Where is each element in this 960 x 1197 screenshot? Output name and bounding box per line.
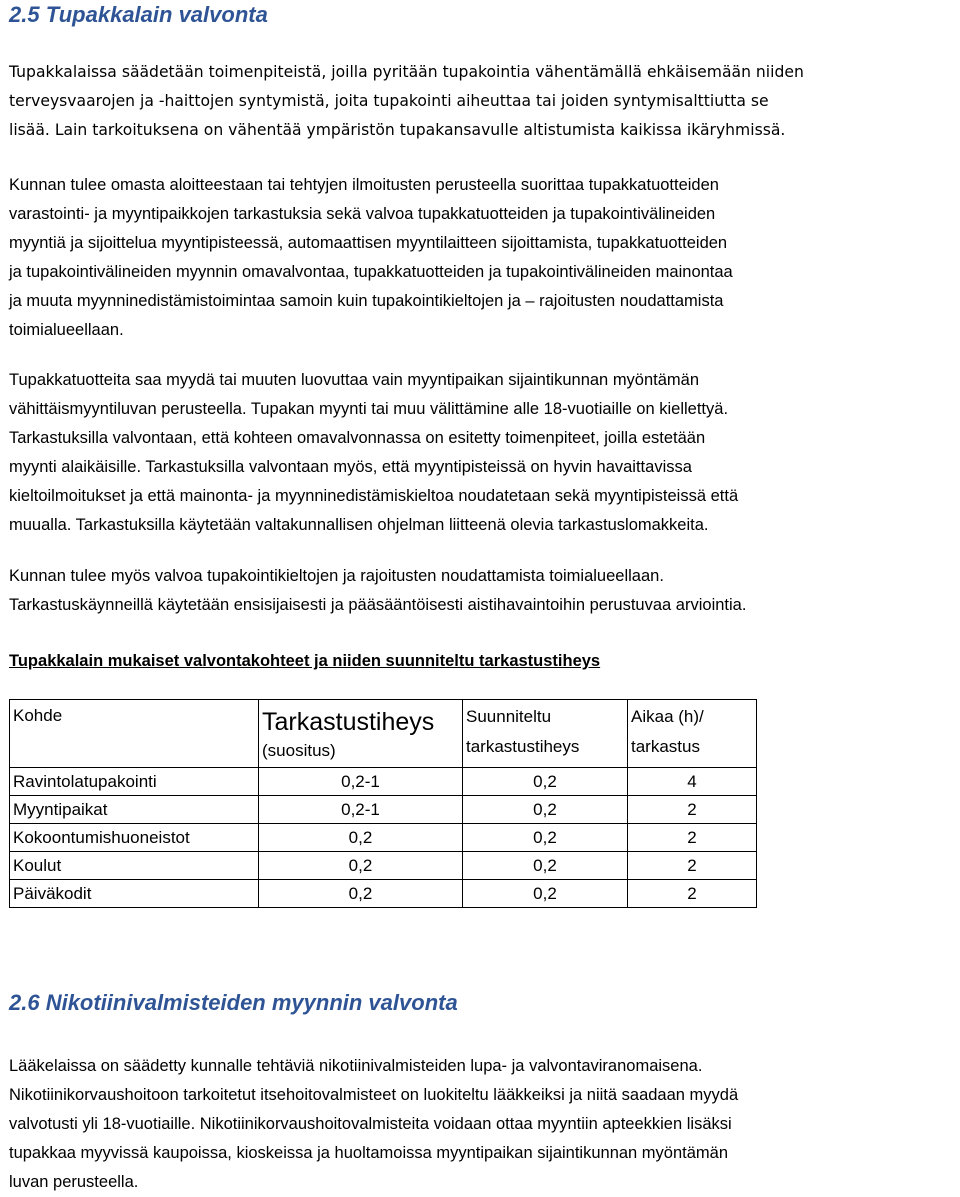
text-line: ja tupakointivälineiden myynnin omavalvontaa, tupakkatuotteiden ja tupakointivälineiden mainontaa [9, 263, 733, 281]
header-kohde [10, 700, 259, 768]
cell-suunniteltu: 0,2 [463, 768, 628, 796]
cell-kohde: Koulut [10, 852, 259, 880]
cell-aikaa: 2 [628, 852, 757, 880]
text-line: terveysvaarojen ja -haittojen syntymistä, joita tupakointi aiheuttaa tai joiden syntymisalttiutta se [9, 92, 769, 110]
cell-tiheys: 0,2-1 [259, 796, 463, 824]
cell-tiheys: 0,2 [259, 824, 463, 852]
header-aikaa-line1: Aikaa (h)/ [631, 707, 704, 726]
paragraph-intro [9, 58, 957, 145]
text-line: myynti alaikäisille. Tarkastuksilla valvontaan myös, että myyntipisteissä on hyvin havaittavissa [9, 458, 692, 476]
cell-aikaa: 2 [628, 796, 757, 824]
inspection-frequency-table [9, 699, 757, 908]
header-suunniteltu-line2: tarkastustiheys [466, 737, 580, 756]
paragraph-sales-license [9, 366, 957, 540]
header-suunniteltu [463, 700, 628, 768]
table-row [10, 852, 757, 880]
section-heading-2-6: 2.6 Nikotiinivalmisteiden myynnin valvonta [9, 990, 458, 1015]
text-line: Nikotiinikorvaushoitoon tarkoitetut itsehoitovalmisteet on luokiteltu lääkkeiksi ja niitä saadaan myydä [9, 1086, 739, 1104]
header-tarkastustiheys [259, 700, 463, 768]
header-tarkastustiheys-label: Tarkastustiheys [262, 708, 435, 736]
text-line: lisää. Lain tarkoituksena on vähentää ympäristön tupakansavulle altistumista kaikissa ikäryhmissä. [9, 121, 786, 139]
cell-tiheys: 0,2 [259, 880, 463, 908]
text-line: Lääkelaissa on säädetty kunnalle tehtäviä nikotiinivalmisteiden lupa- ja valvontaviranomaisena. [9, 1057, 703, 1075]
cell-kohde: Myyntipaikat [10, 796, 259, 824]
cell-aikaa: 2 [628, 824, 757, 852]
text-line: Tupakkatuotteita saa myydä tai muuten luovuttaa vain myyntipaikan sijaintikunnan myöntämän [9, 371, 700, 389]
header-aikaa [628, 700, 757, 768]
cell-suunniteltu: 0,2 [463, 880, 628, 908]
text-line: Kunnan tulee myös valvoa tupakointikieltojen ja rajoitusten noudattamista toimialueellaan. [9, 567, 664, 585]
text-line: luvan perusteella. [9, 1173, 139, 1191]
cell-suunniteltu: 0,2 [463, 824, 628, 852]
text-line: vähittäismyyntiluvan perusteella. Tupakan myynti tai muu välittämine alle 18-vuotiaille on kiellettyä. [9, 400, 729, 418]
text-line: Tarkastuksilla valvontaan, että kohteen omavalvonnassa on esitetty toimenpiteet, joilla estetään [9, 429, 706, 447]
table-title: Tupakkalain mukaiset valvontakohteet ja niiden suunniteltu tarkastustiheys [9, 652, 601, 670]
header-suositus-label: (suositus) [262, 741, 336, 760]
paragraph-nicotine-products [9, 1052, 957, 1197]
header-kohde-label: Kohde [13, 706, 63, 725]
cell-kohde: Ravintolatupakointi [10, 768, 259, 796]
paragraph-smoking-bans [9, 562, 957, 620]
table-row [10, 768, 757, 796]
header-aikaa-line2: tarkastus [631, 737, 700, 756]
paragraph-municipal-duty [9, 171, 957, 345]
cell-kohde: Kokoontumishuoneistot [10, 824, 259, 852]
text-line: ja muuta myynninedistämistoimintaa samoin kuin tupakointikieltojen ja – rajoitusten noudattamista [9, 292, 724, 310]
header-suunniteltu-line1: Suunniteltu [466, 707, 552, 726]
text-line: kieltoilmoitukset ja että mainonta- ja myynninedistämiskieltoa noudatetaan sekä myyntipisteissä että [9, 487, 739, 505]
table-row [10, 824, 757, 852]
text-line: myyntiä ja sijoittelua myyntipisteessä, automaattisen myyntilaitteen sijoittamista, tupakkatuotteiden [9, 234, 728, 252]
cell-suunniteltu: 0,2 [463, 852, 628, 880]
text-line: valvotusti yli 18-vuotiaille. Nikotiinikorvaushoitovalmisteita voidaan ottaa myyntiin apteekkien lisäksi [9, 1115, 732, 1133]
text-line: Kunnan tulee omasta aloitteestaan tai tehtyjen ilmoitusten perusteella suorittaa tupakkatuotteiden [9, 176, 719, 194]
cell-tiheys: 0,2 [259, 852, 463, 880]
text-line: toimialueellaan. [9, 321, 124, 339]
text-line: tupakkaa myyvissä kaupoissa, kioskeissa ja huoltamoissa myyntipaikan sijaintikunnan myöntämän [9, 1144, 729, 1162]
table-row [10, 880, 757, 908]
cell-tiheys: 0,2-1 [259, 768, 463, 796]
text-line: varastointi- ja myyntipaikkojen tarkastuksia sekä valvoa tupakkatuotteiden ja tupakointivälineiden [9, 205, 716, 223]
table-row [10, 796, 757, 824]
text-line: Tarkastuskäynneillä käytetään ensisijaisesti ja pääsääntöisesti aistihavaintoihin perustuvaa arviointia. [9, 596, 747, 614]
cell-kohde: Päiväkodit [10, 880, 259, 908]
cell-suunniteltu: 0,2 [463, 796, 628, 824]
text-line: Tupakkalaissa säädetään toimenpiteistä, joilla pyritään tupakointia vähentämällä ehkäisemään niiden [9, 63, 804, 81]
text-line: muualla. Tarkastuksilla käytetään valtakunnallisen ohjelman liitteenä olevia tarkastuslomakkeita. [9, 516, 709, 534]
cell-aikaa: 2 [628, 880, 757, 908]
cell-aikaa: 4 [628, 768, 757, 796]
section-heading-2-5: 2.5 Tupakkalain valvonta [9, 2, 268, 27]
table-header-row [10, 700, 757, 768]
